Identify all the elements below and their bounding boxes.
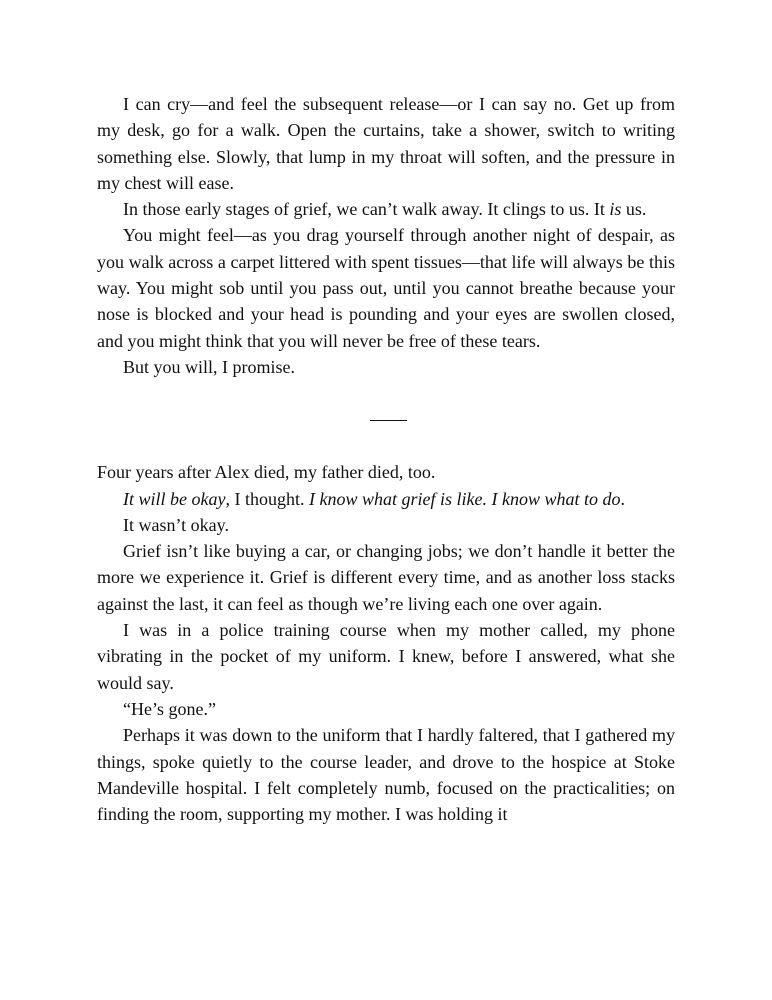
text-run: . — [620, 488, 625, 509]
emphasis: is — [609, 199, 622, 220]
paragraph: I was in a police training course when my mother called, my phone vibrating in the pocket of my uniform. I knew, before I answered, what she would say. — [97, 620, 675, 693]
text-run: In those early stages of grief, we can’t walk away. It clings to us. It — [123, 199, 610, 220]
section-divider — [370, 420, 407, 421]
paragraph: You might feel—as you drag yourself through another night of despair, as you walk across a carpet littered with spent tissues—that life will always be this way. You might sob until you pass out, until you cannot breathe because your nose is blocked and your head is pounding and your eyes are swollen closed, and you might think that you will never be free of these tears. — [97, 225, 675, 351]
paragraph: But you will, I promise. — [123, 356, 295, 377]
paragraph — [97, 196, 675, 222]
paragraph: “He’s gone.” — [123, 698, 216, 719]
text-run: , I thought. — [225, 488, 309, 509]
book-page — [97, 91, 675, 827]
paragraph: Grief isn’t like buying a car, or changing jobs; we don’t handle it better the more we experience it. Grief is different every time, and as another loss stacks against the last, it can feel as though we’re living each one over again. — [97, 541, 675, 614]
emphasis: It will be okay — [123, 488, 226, 509]
paragraph: Four years after Alex died, my father died, too. — [97, 462, 436, 483]
emphasis: I know what grief is like. I know what to do — [308, 488, 621, 509]
paragraph: Perhaps it was down to the uniform that I hardly faltered, that I gathered my things, spoke quietly to the course leader, and drove to the hospice at Stoke Mandeville hospital. I felt completely numb, focused on the practicalities; on finding the room, supporting my mother. I was holding it — [97, 725, 675, 825]
paragraph — [97, 486, 675, 512]
text-run: us. — [621, 199, 647, 220]
paragraph: It wasn’t okay. — [123, 514, 229, 535]
paragraph: I can cry—and feel the subsequent release—or I can say no. Get up from my desk, go for a walk. Open the curtains, take a shower, switch to writing something else. Slowly, that lump in my throat will soften, and the pressure in my chest will ease. — [97, 94, 675, 193]
